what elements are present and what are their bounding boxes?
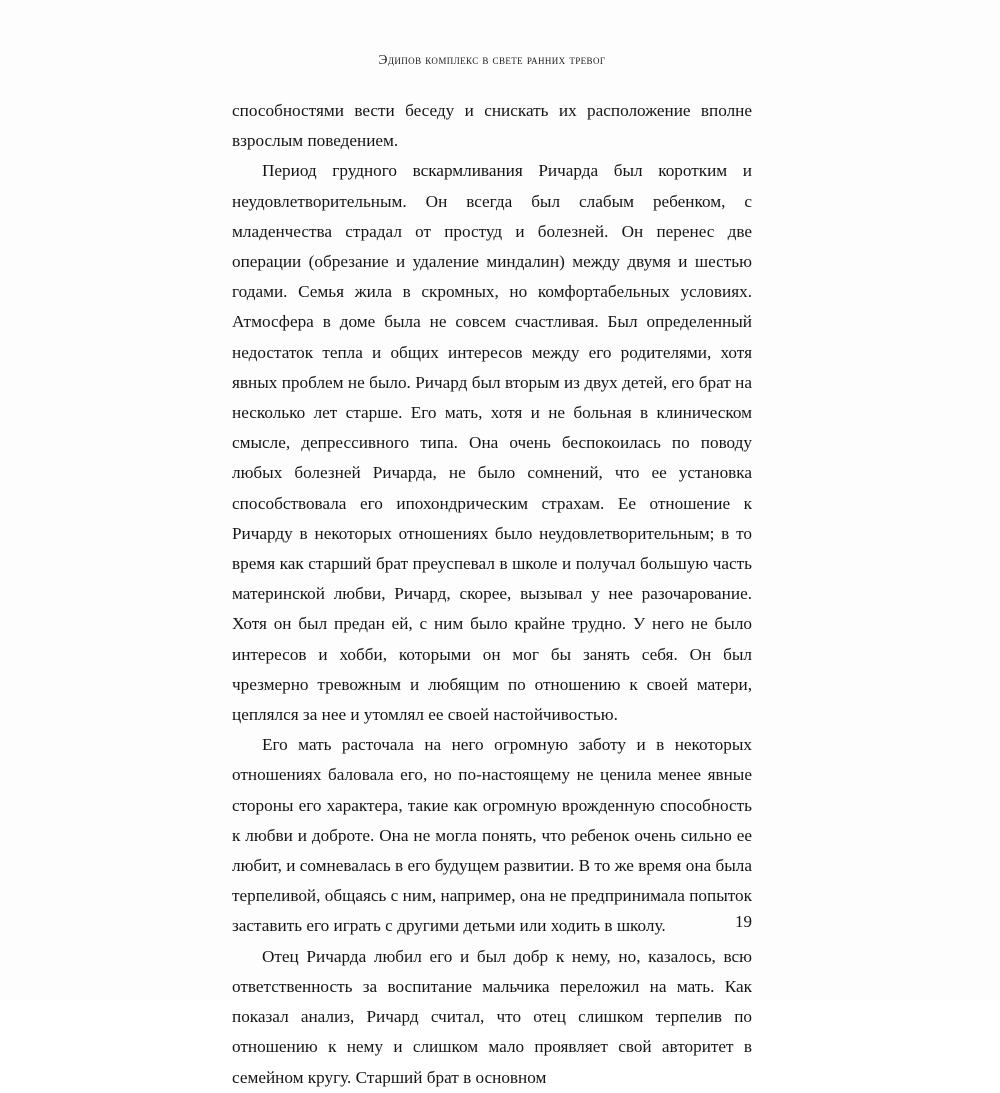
body-text [232,96,752,1093]
paragraph: Период грудного вскармливания Ричарда был коротким и неудовлетворительным. Он всегда был слабым ребенком, с младенчества страдал от простуд и болезней. Он перенес две операции (обрезание и удаление миндалин) между двумя и шестью годами. Семья жила в скромных, но комфортабельных условиях. Атмосфера в доме была не совсем счастливая. Был определенный недостаток тепла и общих интересов между его родителями, хотя явных проблем не было. Ричард был вторым из двух детей, его брат на несколько лет старше. Его мать, хотя и не больная в клиническом смысле, депрессивного типа. Она очень беспокоилась по поводу любых болезней Ричарда, не было сомнений, что ее установка способствовала его ипохондрическим страхам. Ее отношение к Ричарду в некоторых отношениях было неудовлетворительным; в то время как старший брат преуспевал в школе и получал большую часть материнской любви, Ричард, скорее, вызывал у нее разочарование. Хотя он был предан ей, с ним было крайне трудно. У него не было интересов и хобби, которыми он мог бы занять себя. Он был чрезмерно тревожным и любящим по отношению к своей матери, цеплялся за нее и утомлял ее своей настойчивостью. [232,161,752,725]
page-number: 19 [735,912,752,931]
paragraph: способностями вести беседу и снискать их расположение вполне взрослым поведением. [232,101,752,151]
paragraph: Отец Ричарда любил его и был добр к нему, но, казалось, всю ответственность за воспитание мальчика переложил на мать. Как показал анализ, Ричард считал, что отец слишком терпелив по отношению к нему и слишком мало проявляет свой авторитет в семейном кругу. Старший брат в основном [232,946,752,1087]
paragraph: Его мать расточала на него огромную заботу и в некоторых отношениях баловала его, но по-настоящему не ценила менее явные стороны его характера, такие как огромную врожденную способность к любви и доброте. Она не могла понять, что ребенок очень сильно ее любит, и сомневалась в его будущем развитии. В то же время она была терпеливой, общаясь с ним, например, она не предпринимала попыток заставить его играть с другими детьми или ходить в школу. [232,735,752,936]
running-head: Эдипов комплекс в свете ранних тревог [378,52,606,67]
page-content [232,52,752,1093]
